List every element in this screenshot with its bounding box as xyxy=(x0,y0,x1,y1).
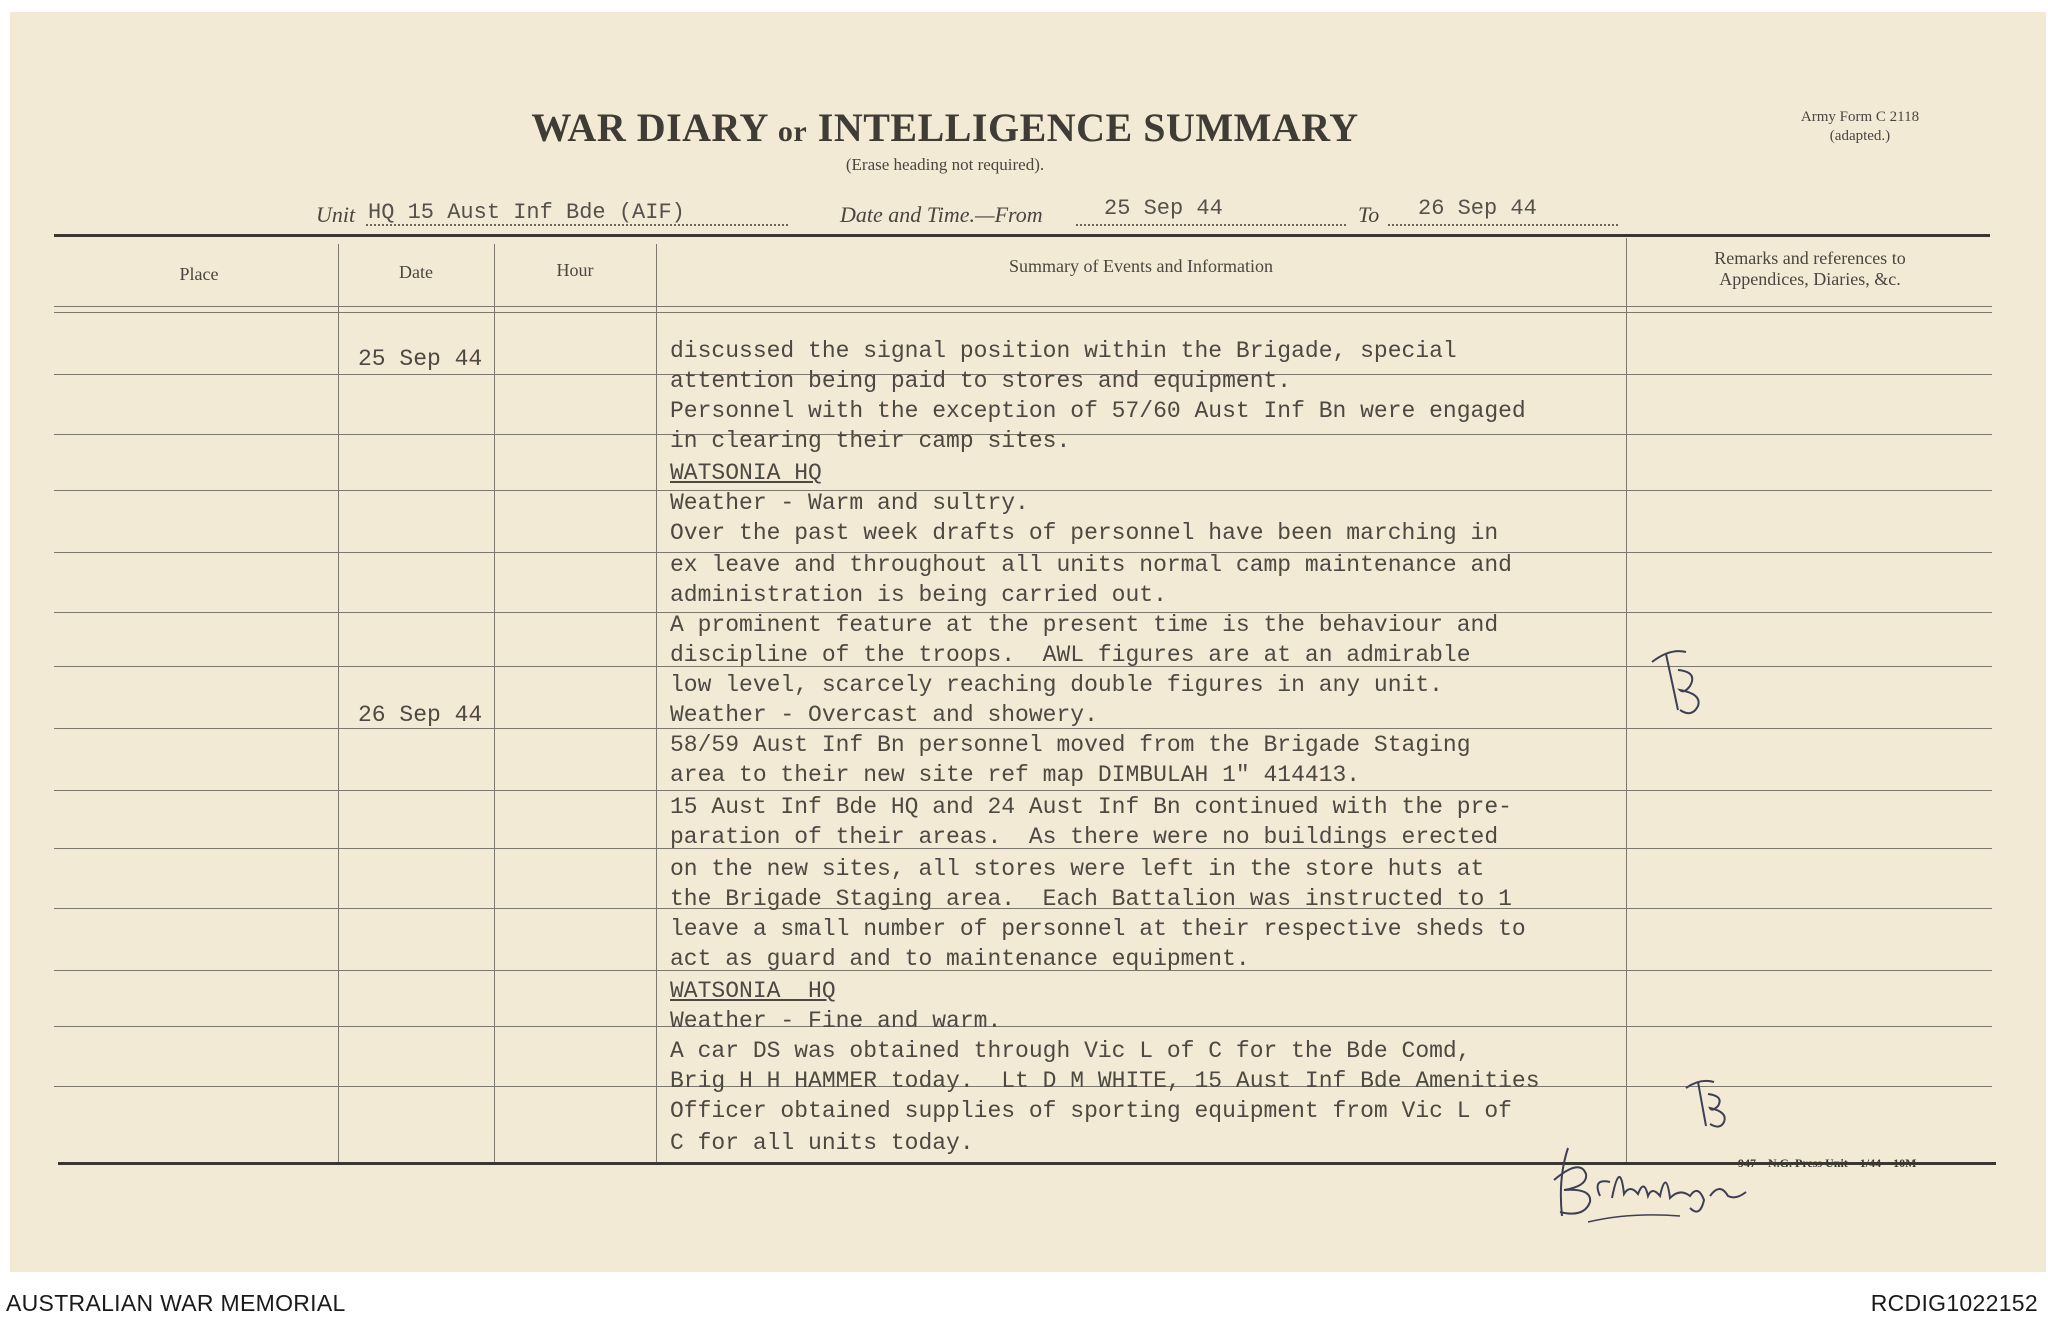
divider-summary-remarks xyxy=(1626,238,1627,1162)
summary-line: Over the past week drafts of personnel have been marching in xyxy=(670,520,1499,546)
title-or: or xyxy=(777,115,808,148)
summary-line: ex leave and throughout all units normal camp maintenance and xyxy=(670,552,1512,578)
header-remarks-line1: Remarks and references to xyxy=(1714,248,1906,268)
row-rule xyxy=(54,1026,1992,1027)
summary-line: Personnel with the exception of 57/60 Aust Inf Bn were engaged xyxy=(670,398,1526,424)
army-form-line2: (adapted.) xyxy=(1829,128,1891,144)
summary-line: discipline of the troops. AWL figures are at an admirable xyxy=(670,642,1471,668)
summary-line: Officer obtained supplies of sporting equipment from Vic L of xyxy=(670,1098,1512,1124)
watermark-right: RCDIG1022152 xyxy=(1870,1290,2038,1316)
initials-mark-2 xyxy=(1680,1072,1750,1132)
date-entry-25-sep: 25 Sep 44 xyxy=(358,346,483,372)
watermark-left: AUSTRALIAN WAR MEMORIAL xyxy=(6,1290,346,1316)
header-remarks-line2: Appendices, Diaries, &c. xyxy=(1719,269,1901,289)
summary-line: Weather - Fine and warm. xyxy=(670,1008,1002,1034)
row-rule xyxy=(54,312,1992,313)
from-dotted-line xyxy=(1076,224,1346,226)
unit-date-row xyxy=(316,196,1646,230)
summary-line: A prominent feature at the present time is the behaviour and xyxy=(670,612,1499,638)
summary-line: WATSONIA HQ xyxy=(670,460,822,486)
summary-line: area to their new site ref map DIMBULAH 1" 414413. xyxy=(670,762,1361,788)
summary-line: administration is being carried out. xyxy=(670,582,1167,608)
divider-hour-summary xyxy=(656,244,657,1162)
row-rule xyxy=(54,728,1992,729)
date-time-label: Date and Time.—From xyxy=(840,202,1043,227)
table-top-rule xyxy=(54,234,1990,237)
header-rule xyxy=(54,306,1992,307)
from-value: 25 Sep 44 xyxy=(1104,196,1223,221)
divider-place-date xyxy=(338,244,339,1162)
summary-line: attention being paid to stores and equipment. xyxy=(670,368,1292,394)
summary-line: paration of their areas. As there were no buildings erected xyxy=(670,824,1499,850)
row-rule xyxy=(54,790,1992,791)
summary-line: Weather - Overcast and showery. xyxy=(670,702,1098,728)
unit-label: Unit xyxy=(316,202,356,227)
summary-line: Weather - Warm and sultry. xyxy=(670,490,1029,516)
summary-line: Brig H H HAMMER today. Lt D M WHITE, 15 Aust Inf Bde Amenities xyxy=(670,1068,1540,1094)
title-war-diary: WAR DIARY xyxy=(531,105,768,150)
erase-note: (Erase heading not required). xyxy=(845,155,1045,174)
summary-line: low level, scarcely reaching double figures in any unit. xyxy=(670,672,1443,698)
initials-mark-1 xyxy=(1640,640,1730,720)
unit-value: HQ 15 Aust Inf Bde (AIF) xyxy=(368,200,685,225)
summary-line: A car DS was obtained through Vic L of C for the Bde Comd, xyxy=(670,1038,1471,1064)
title-intelligence-summary: INTELLIGENCE SUMMARY xyxy=(817,105,1359,150)
army-form-line1: Army Form C 2118 xyxy=(1800,109,1920,125)
summary-line: leave a small number of personnel at their respective sheds to xyxy=(670,916,1526,942)
summary-line: 58/59 Aust Inf Bn personnel moved from the Brigade Staging xyxy=(670,732,1471,758)
unit-dotted-line xyxy=(366,224,788,226)
summary-line: in clearing their camp sites. xyxy=(670,428,1071,454)
header-place: Place xyxy=(179,264,219,284)
header-date: Date xyxy=(399,262,433,282)
printer-imprint: 947—N.G. Press Unit—1/44—10M xyxy=(1738,1156,1917,1170)
summary-line: the Brigade Staging area. Each Battalion was instructed to 1 xyxy=(670,886,1512,912)
header-remarks xyxy=(1626,248,1994,290)
summary-line: 15 Aust Inf Bde HQ and 24 Aust Inf Bn continued with the pre- xyxy=(670,794,1512,820)
summary-line: WATSONIA HQ xyxy=(670,978,836,1004)
form-title xyxy=(0,104,1890,151)
to-label: To xyxy=(1358,202,1380,227)
summary-line: C for all units today. xyxy=(670,1130,974,1156)
signature xyxy=(1540,1138,1760,1228)
header-hour: Hour xyxy=(556,260,594,280)
summary-line: on the new sites, all stores were left in the store huts at xyxy=(670,856,1485,882)
to-dotted-line xyxy=(1388,224,1618,226)
army-form-label xyxy=(1760,108,1960,146)
to-value: 26 Sep 44 xyxy=(1418,196,1537,221)
summary-line: discussed the signal position within the Brigade, special xyxy=(670,338,1457,364)
header-summary: Summary of Events and Information xyxy=(1009,256,1273,276)
divider-date-hour xyxy=(494,244,495,1162)
date-entry-26-sep: 26 Sep 44 xyxy=(358,702,483,728)
summary-line: act as guard and to maintenance equipment. xyxy=(670,946,1250,972)
